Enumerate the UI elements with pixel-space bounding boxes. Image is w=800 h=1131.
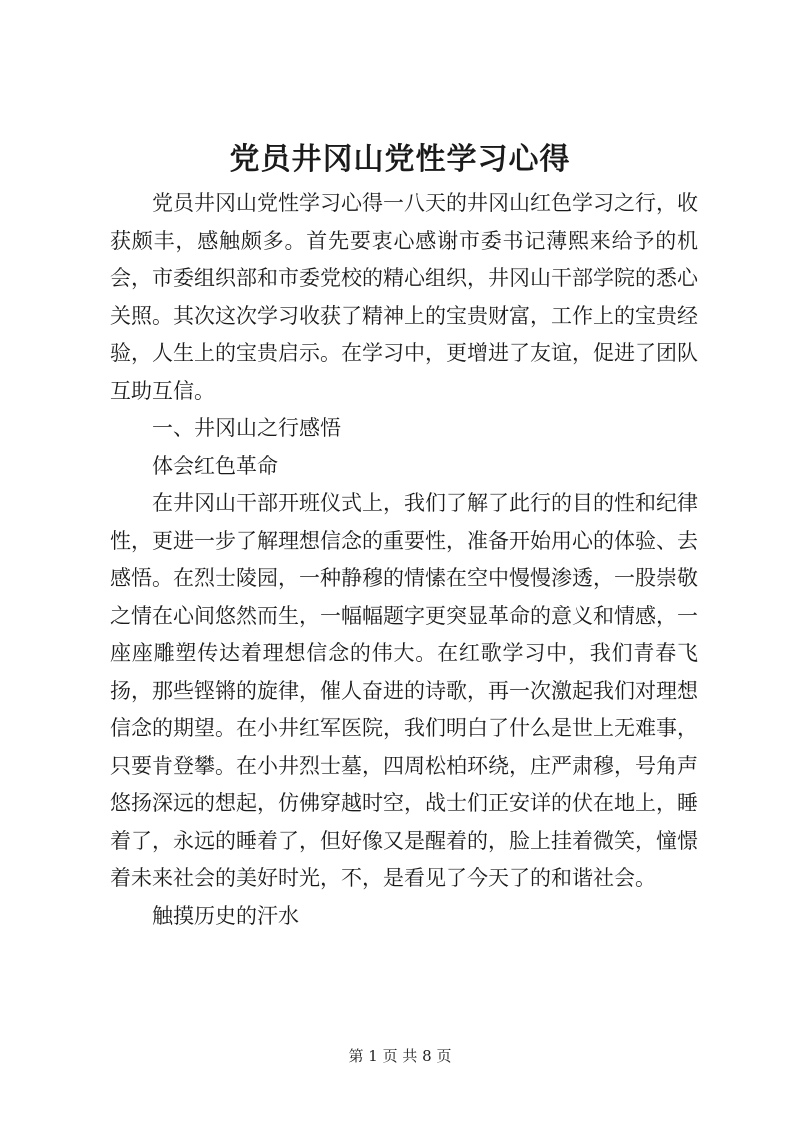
subsection-heading: 体会红色革命 [152,453,278,478]
subsection-heading: 触摸历史的汗水 [152,903,299,928]
body-paragraph: 在井冈山干部开班仪式上，我们了解了此行的目的性和纪律性，更进一步了解理想信念的重要性，准备开始用心的体验、去感悟。在烈士陵园，一种静穆的情愫在空中慢慢渗透，一股崇敬之情在心间悠然而生，一幅幅题字更突显革命的意义和情感，一座座雕塑传达着理想信念的伟大。在红歌学习中，我们青春飞扬，那些铿锵的旋律，催人奋进的诗歌，再一次激起我们对理想信念的期望。在小井红军医院，我们明白了什么是世上无难事，只要肯登攀。在小井烈士墓，四周松柏环绕，庄严肃穆，号角声悠扬深远的想起，仿佛穿越时空，战士们正安详的伏在地上，睡着了，永远的睡着了，但好像又是醒着的，脸上挂着微笑，憧憬着未来社会的美好时光，不，是看见了今天了的和谐社会。 [110,491,698,890]
section-heading: 一、井冈山之行感悟 [152,416,341,440]
document-body [110,185,698,935]
page-footer: 第 1 页 共 8 页 [348,1047,452,1065]
intro-paragraph: 党员井冈山党性学习心得一八天的井冈山红色学习之行，收获颇丰，感触颇多。首先要衷心感谢市委书记薄熙来给予的机会，市委组织部和市委党校的精心组织，井冈山干部学院的悉心关照。其次这次学习收获了精神上的宝贵财富，工作上的宝贵经验，人生上的宝贵启示。在学习中，更增进了友谊，促进了团队互助互信。 [110,191,698,403]
document-title: 党员井冈山党性学习心得 [229,142,571,177]
